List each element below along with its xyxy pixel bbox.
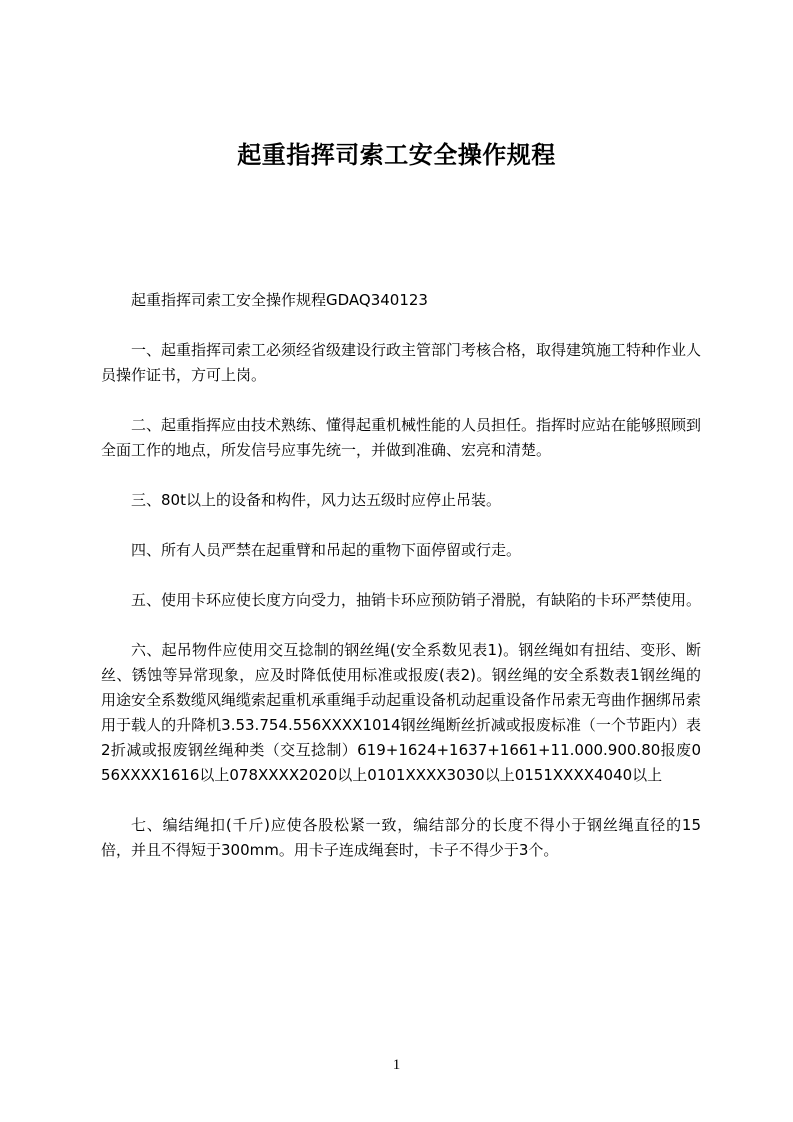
- paragraph-gap: [101, 563, 701, 588]
- paragraph-gap: [101, 388, 701, 413]
- rule-2: 二、起重指挥应由技术熟练、懂得起重机械性能的人员担任。指挥时应站在能够照顾到全面工作的地点，所发信号应事先统一，并做到准确、宏亮和清楚。: [101, 416, 702, 459]
- document-title: 起重指挥司索工安全操作规程: [237, 141, 556, 169]
- page-number: 1: [392, 1057, 401, 1073]
- paragraph-gap: [101, 513, 701, 538]
- rule-7: 七、编结绳扣(千斤)应使各股松紧一致，编结部分的长度不得小于钢丝绳直径的15倍，并且不得短于300mm。用卡子连成绳套时，卡子不得少于3个。: [101, 816, 701, 859]
- rule-1: 一、起重指挥司索工必须经省级建设行政主管部门考核合格，取得建筑施工特种作业人员操作证书，方可上岗。: [101, 341, 702, 384]
- rule-5: 五、使用卡环应使长度方向受力，抽销卡环应预防销子滑脱，有缺陷的卡环严禁使用。: [131, 591, 702, 609]
- document-body: [101, 288, 701, 863]
- paragraph-gap: [101, 313, 701, 338]
- paragraph-gap: [101, 463, 701, 488]
- paragraph-gap: [101, 788, 701, 813]
- rule-4: 四、所有人员严禁在起重臂和吊起的重物下面停留或行走。: [131, 541, 522, 559]
- rule-3: 三、80t以上的设备和构件，风力达五级时应停止吊装。: [131, 491, 501, 509]
- paragraph-gap: [101, 613, 701, 638]
- rule-6: 六、起吊物件应使用交互捻制的钢丝绳(安全系数见表1)。钢丝绳如有扭结、变形、断丝、锈蚀等异常现象，应及时降低使用标准或报废(表2)。钢丝绳的安全系数表1钢丝绳的用途安全系数缆风绳缆索起重机承重绳手动起重设备机动起重设备作吊索无弯曲作捆绑吊索用于载人的升降机3.53.754.556XXXX1014钢丝绳断丝折减或报废标准（一个节距内）表2折减或报废钢丝绳种类（交互捻制）619+1624+1637+1661+11.000.900.80报废056XXXX1616以上078XXXX2020以上0101XXXX3030以上0151XXXX4040以上: [101, 641, 702, 784]
- document-code-line: 起重指挥司索工安全操作规程GDAQ340123: [131, 291, 428, 309]
